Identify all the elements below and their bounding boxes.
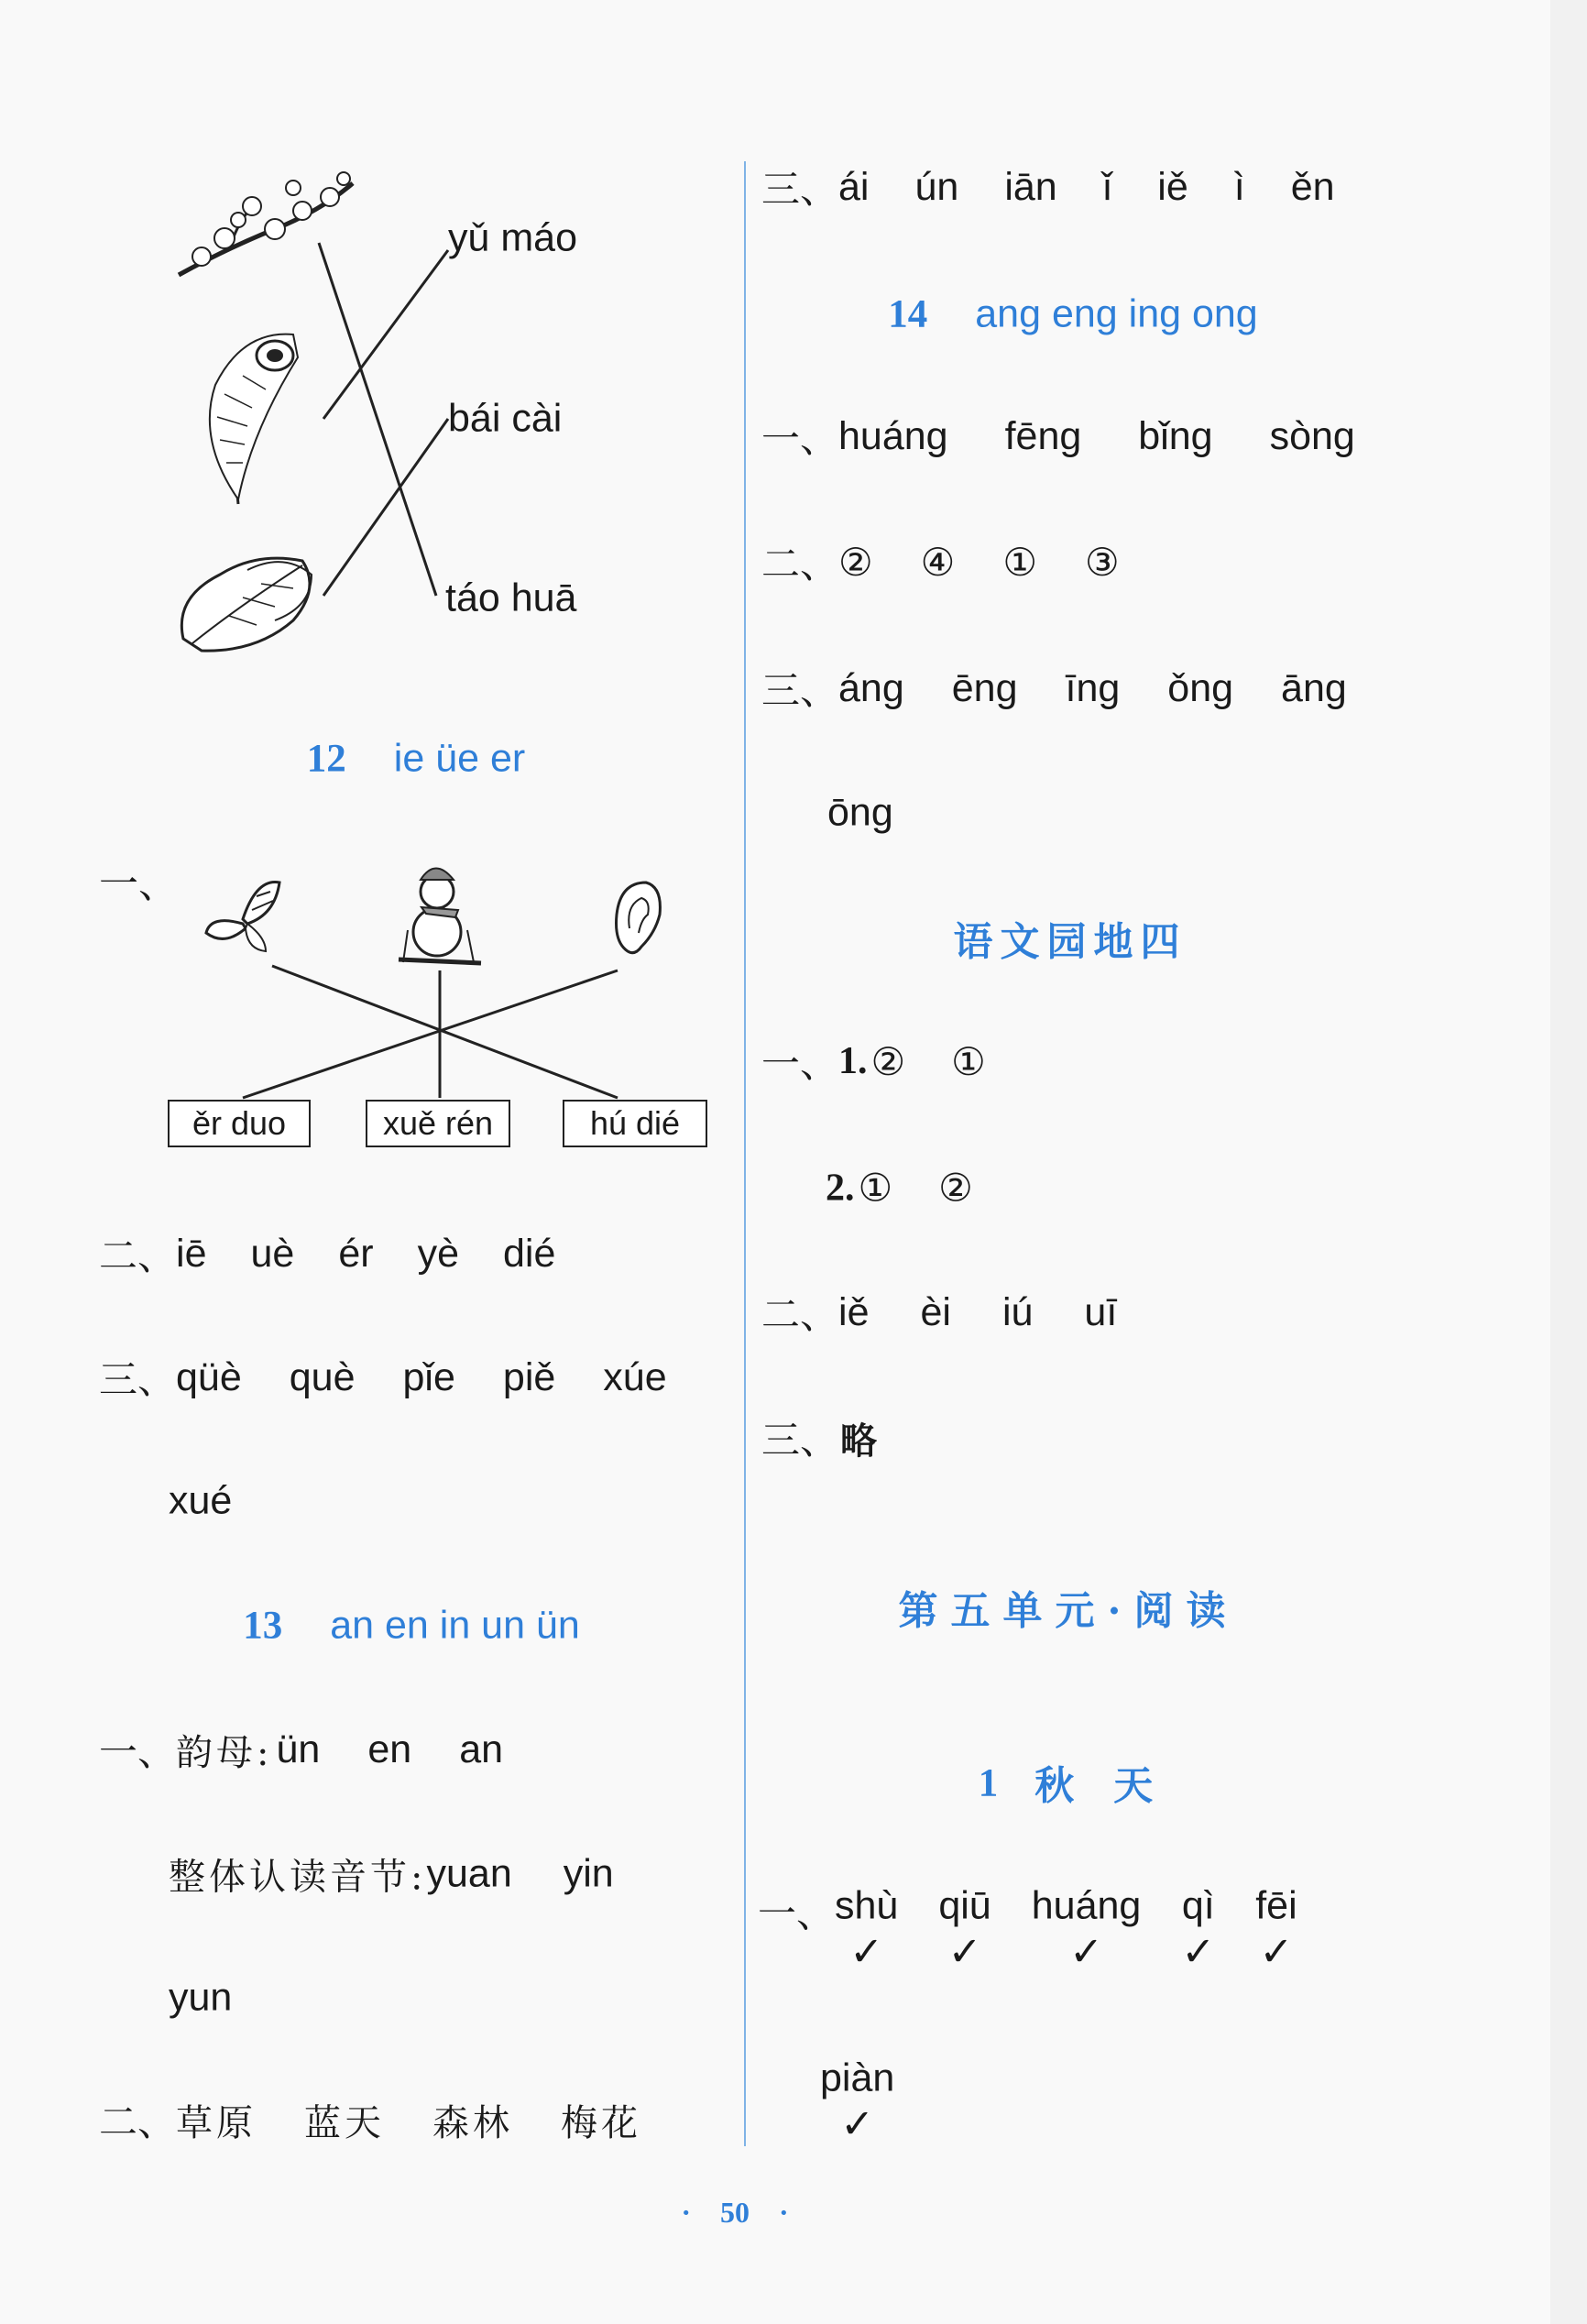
match-word-taohua: táo huā bbox=[445, 576, 577, 620]
question-label: 三、 bbox=[761, 668, 839, 713]
lesson-14-heading bbox=[888, 292, 1257, 337]
answer-item: 森林 bbox=[432, 2101, 514, 2144]
answer-item: ěn bbox=[1290, 164, 1335, 209]
answer-item: ēng bbox=[951, 665, 1018, 710]
match-word-yumao: yǔ máo bbox=[448, 215, 578, 260]
answer-item: yuan bbox=[426, 1851, 512, 1896]
page-edge-shadow bbox=[1550, 0, 1587, 2324]
answer-item: piě bbox=[502, 1354, 556, 1399]
garden4-q2 bbox=[761, 1285, 1117, 1340]
answer-item: ① bbox=[1002, 539, 1037, 585]
lesson-title: 秋 天 bbox=[1034, 1763, 1154, 1810]
answer-item: ǒng bbox=[1167, 665, 1234, 710]
lesson-13-heading bbox=[243, 1604, 580, 1649]
answer-item: 略 bbox=[840, 1419, 881, 1463]
answer-item: dié bbox=[502, 1231, 556, 1276]
check-mark-icon: ✓ bbox=[1069, 1928, 1103, 1976]
answer-box-erduo: ěr duo bbox=[168, 1100, 311, 1147]
answer-item: pǐe bbox=[402, 1354, 455, 1399]
answer-item: sòng bbox=[1269, 413, 1355, 458]
question-label: 三、 bbox=[99, 1357, 177, 1402]
right-q3-top bbox=[761, 159, 1335, 214]
pinyin: piàn bbox=[820, 2055, 895, 2100]
answer-item: en bbox=[367, 1727, 412, 1771]
answer-item: 梅花 bbox=[561, 2101, 642, 2144]
answer-item: qüè bbox=[176, 1354, 242, 1399]
garden4-q1-1 bbox=[761, 1034, 986, 1089]
answer-item bbox=[835, 1883, 899, 1976]
pinyin: fēi bbox=[1255, 1883, 1297, 1928]
answer-item bbox=[1181, 1883, 1216, 1976]
section-title: 第五单元·阅读 bbox=[898, 1588, 1239, 1635]
answer-item: ǐ bbox=[1102, 164, 1112, 209]
lesson13-q1-line1 bbox=[99, 1722, 503, 1777]
question-label: 一、 bbox=[761, 1041, 839, 1086]
lesson-number: 14 bbox=[888, 292, 928, 336]
answer-item: èi bbox=[920, 1289, 951, 1334]
question-label: 一、 bbox=[758, 1891, 836, 1936]
lesson14-q1 bbox=[761, 409, 1355, 464]
pinyin: qiū bbox=[938, 1883, 991, 1928]
section-title: 语文园地四 bbox=[953, 919, 1188, 966]
pinyin: shù bbox=[835, 1883, 899, 1928]
answer-item: 草原 bbox=[176, 2101, 257, 2144]
unit5-lesson1-q1-continued bbox=[820, 2055, 895, 2148]
answer-item: ér bbox=[338, 1231, 374, 1276]
lesson-title: an en in un ün bbox=[330, 1603, 580, 1648]
answer-item: uè bbox=[250, 1231, 295, 1276]
lesson-number: 13 bbox=[243, 1604, 283, 1648]
check-mark-icon: ✓ bbox=[840, 2100, 875, 2148]
answer-item: ì bbox=[1233, 164, 1245, 209]
lesson-title: ie üe er bbox=[393, 736, 526, 781]
garden4-q1-2 bbox=[826, 1166, 973, 1211]
answer-item: 蓝天 bbox=[304, 2101, 386, 2144]
answer-item: ① bbox=[951, 1038, 986, 1084]
answer-item: què bbox=[289, 1354, 356, 1399]
answer-item: ōng bbox=[827, 790, 893, 835]
garden4-q3 bbox=[761, 1410, 881, 1465]
question-label: 二、 bbox=[99, 1233, 177, 1278]
answer-item: ② bbox=[870, 1038, 906, 1084]
label-text: 韵母: bbox=[176, 1731, 273, 1774]
answer-item: iě bbox=[838, 1289, 870, 1334]
answer-item: bǐng bbox=[1138, 413, 1213, 458]
lesson13-q2 bbox=[99, 2092, 641, 2147]
answer-box-hudie: hú dié bbox=[563, 1100, 707, 1147]
page-number: · 50 · bbox=[681, 2196, 789, 2229]
lesson-title: ang eng ing ong bbox=[975, 291, 1258, 336]
answer-item bbox=[1255, 1883, 1297, 1976]
question-label: 三、 bbox=[761, 1418, 839, 1463]
check-mark-icon: ✓ bbox=[1259, 1928, 1294, 1976]
check-mark-icon: ✓ bbox=[947, 1928, 982, 1976]
question-label: 二、 bbox=[761, 542, 839, 586]
question-label: 一、 bbox=[761, 416, 839, 461]
lesson14-q3 bbox=[761, 661, 1347, 716]
answer-item: ái bbox=[838, 164, 870, 209]
answer-item: īng bbox=[1065, 665, 1121, 710]
answer-item bbox=[820, 2055, 895, 2148]
lesson-number: 1 bbox=[978, 1761, 999, 1805]
answer-item: iē bbox=[176, 1231, 207, 1276]
answer-item: yin bbox=[563, 1851, 614, 1896]
matching-lines-2 bbox=[0, 0, 751, 1155]
sub-question-label: 1. bbox=[838, 1040, 868, 1082]
answer-item: āng bbox=[1281, 665, 1347, 710]
garden-4-heading bbox=[954, 912, 1188, 968]
answer-item bbox=[938, 1883, 991, 1976]
unit-5-heading bbox=[899, 1581, 1239, 1637]
lesson14-q2 bbox=[761, 534, 1120, 589]
lesson-number: 12 bbox=[306, 737, 346, 781]
question-label: 二、 bbox=[99, 2099, 177, 2144]
answer-item: fēng bbox=[1004, 413, 1082, 458]
answer-item: ün bbox=[276, 1727, 321, 1771]
answer-item: xué bbox=[169, 1478, 233, 1523]
answer-item: ④ bbox=[920, 539, 956, 585]
check-mark-icon: ✓ bbox=[849, 1928, 884, 1976]
answer-item: ② bbox=[838, 539, 873, 585]
label-text: 整体认读音节: bbox=[169, 1856, 427, 1899]
lesson12-q3 bbox=[99, 1350, 667, 1405]
answer-item: ① bbox=[858, 1165, 893, 1211]
question-label: 一、 bbox=[99, 862, 178, 907]
answer-box-xueren: xuě rén bbox=[366, 1100, 510, 1147]
answer-item: áng bbox=[838, 665, 904, 710]
answer-item: ② bbox=[938, 1165, 973, 1211]
pinyin: qì bbox=[1181, 1883, 1215, 1928]
answer-item: yè bbox=[417, 1231, 459, 1276]
answer-item: huáng bbox=[838, 413, 948, 458]
answer-item: iú bbox=[1001, 1289, 1034, 1334]
answer-item: uī bbox=[1084, 1289, 1118, 1334]
lesson13-q1-line2 bbox=[169, 1848, 614, 1901]
sub-question-label: 2. bbox=[826, 1167, 855, 1209]
question-label: 三、 bbox=[761, 167, 839, 212]
match-word-baicai: bái cài bbox=[448, 396, 563, 441]
answer-item: an bbox=[459, 1727, 504, 1771]
answer-item: xúe bbox=[603, 1354, 667, 1399]
answer-item: ún bbox=[914, 164, 959, 209]
lesson12-q2 bbox=[99, 1226, 555, 1281]
unit5-lesson1-q1 bbox=[758, 1883, 1297, 1976]
answer-item bbox=[1031, 1883, 1142, 1976]
question-label: 一、 bbox=[99, 1729, 177, 1774]
answer-item: yun bbox=[169, 1975, 233, 2020]
lesson-1-heading bbox=[979, 1756, 1154, 1812]
answer-item: ③ bbox=[1084, 539, 1120, 585]
check-mark-icon: ✓ bbox=[1181, 1928, 1216, 1976]
question-label: 二、 bbox=[761, 1292, 839, 1337]
answer-item: iě bbox=[1157, 164, 1188, 209]
pinyin: huáng bbox=[1031, 1883, 1142, 1928]
answer-item: iān bbox=[1004, 164, 1057, 209]
